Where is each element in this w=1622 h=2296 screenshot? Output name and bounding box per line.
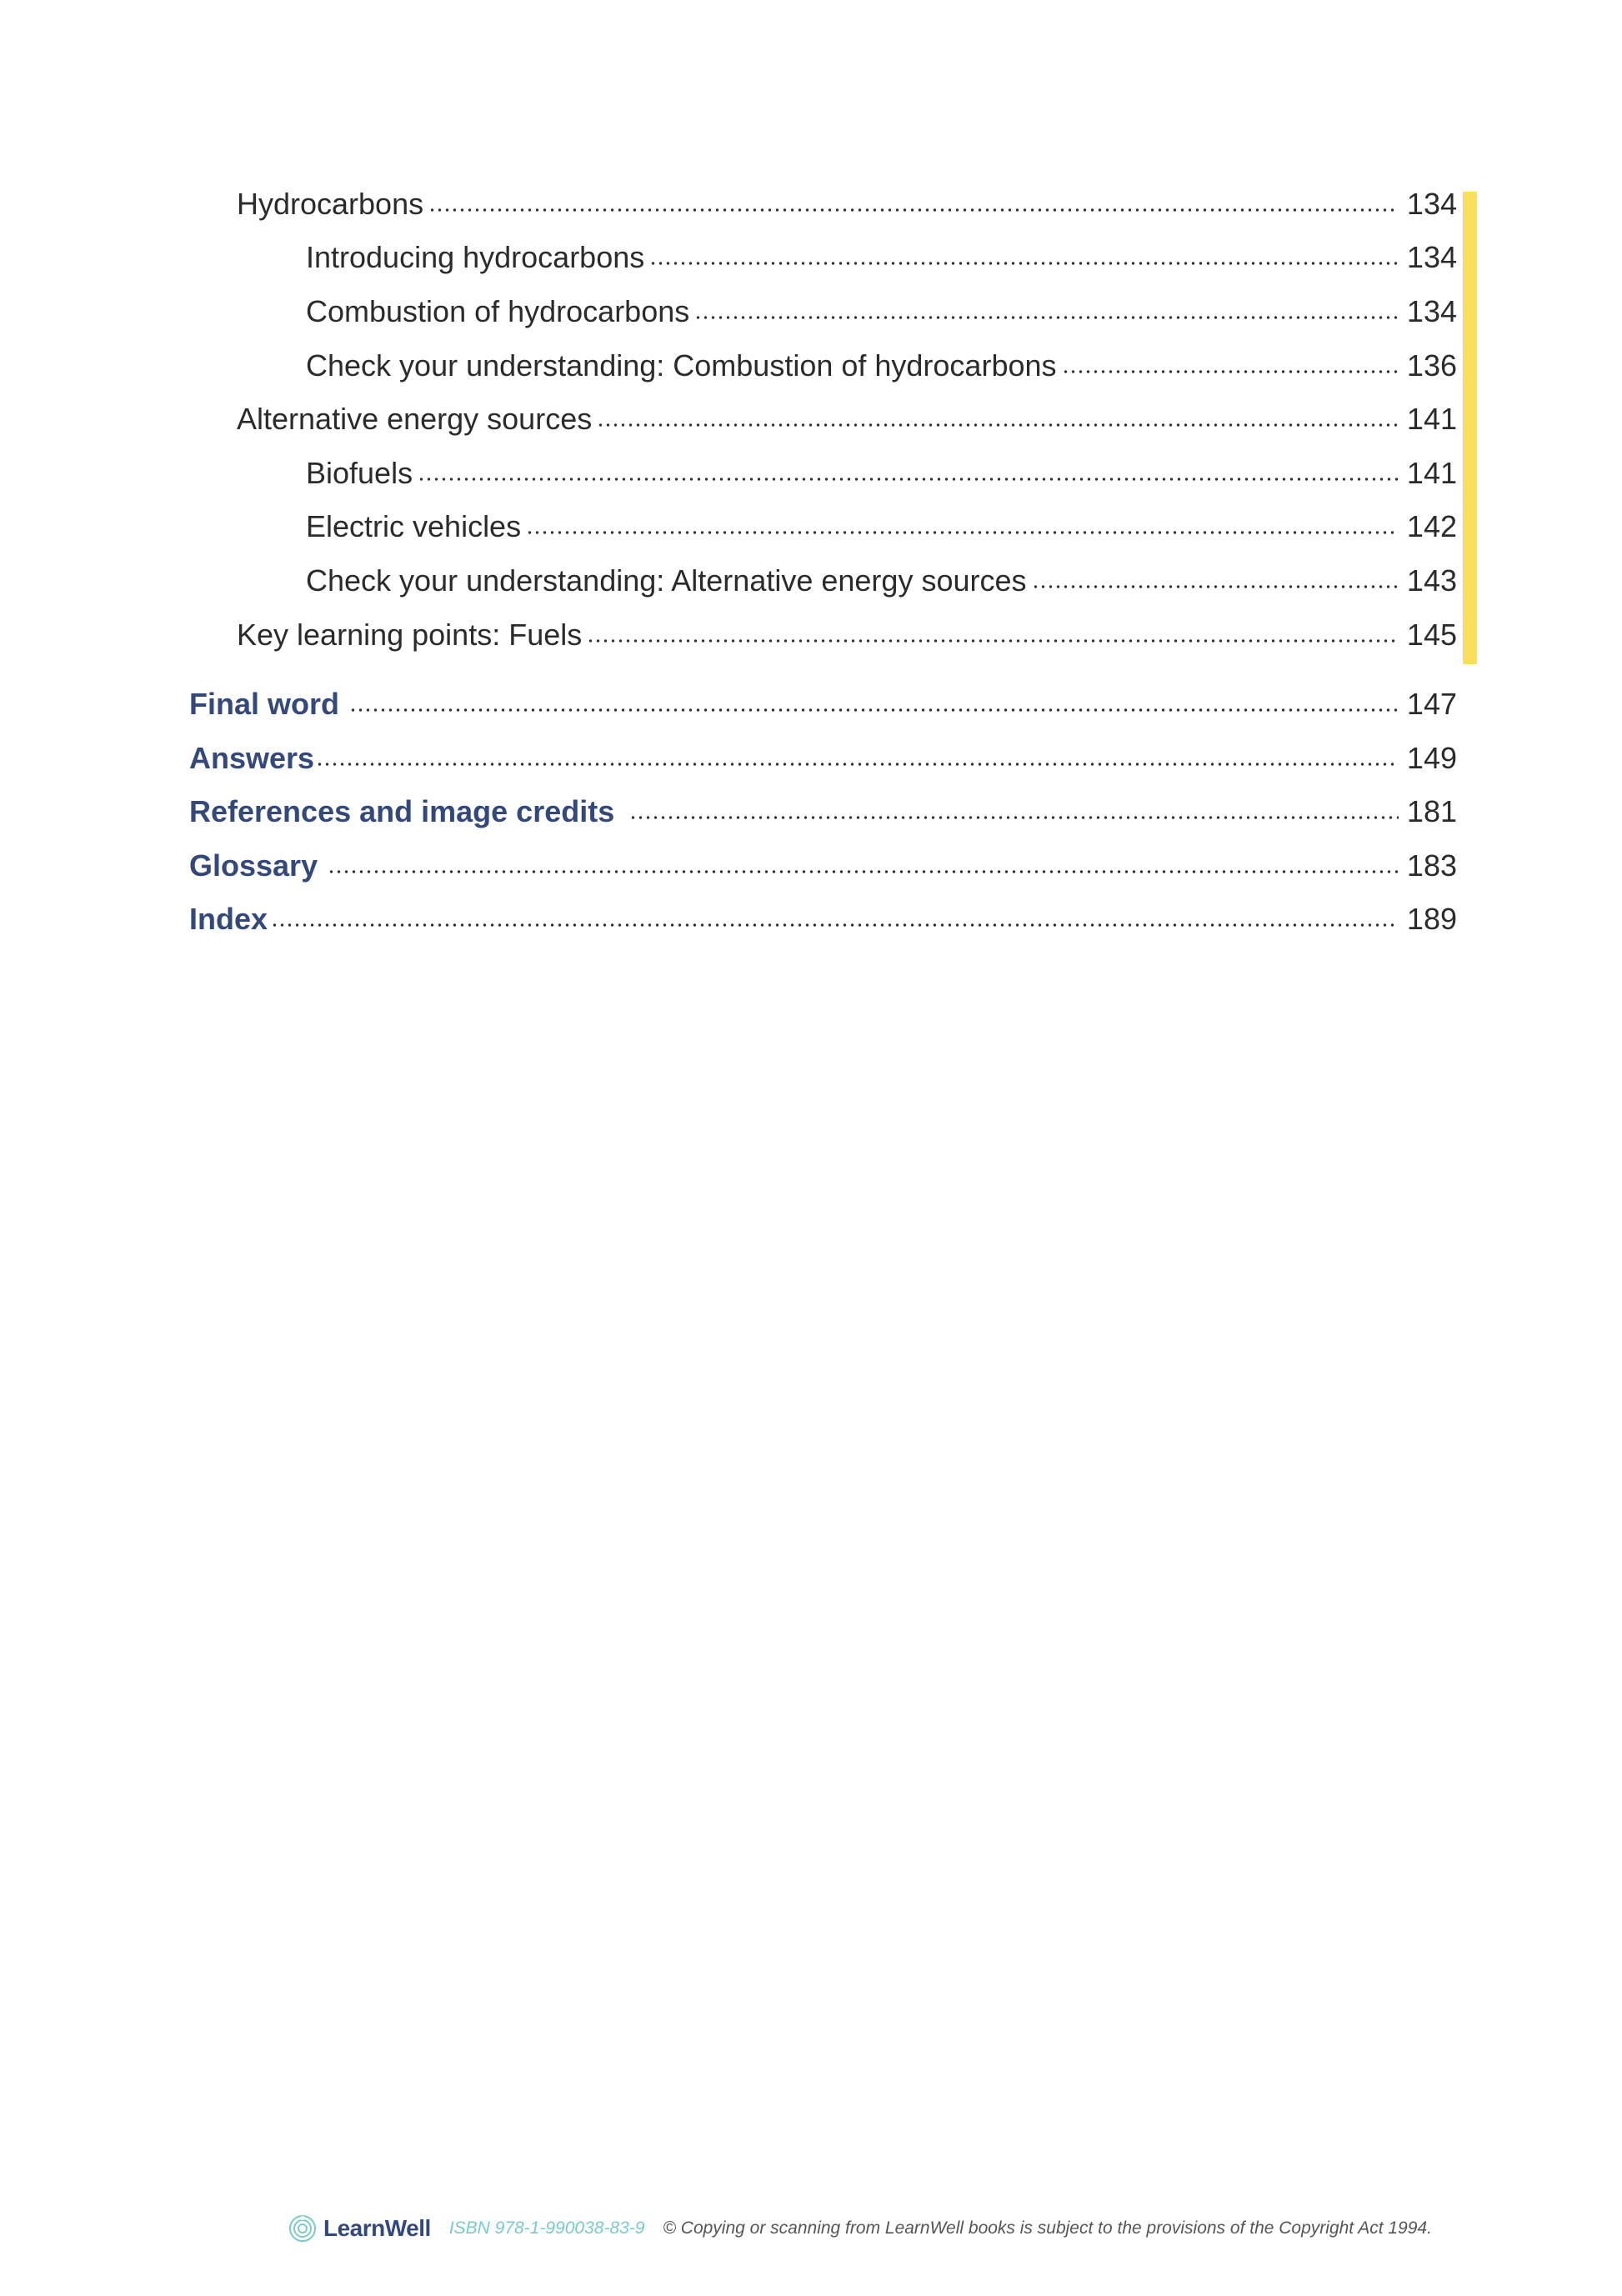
dot-leader <box>418 474 1399 484</box>
toc-entry-check-combustion[interactable] <box>306 345 1457 387</box>
toc-entry-references[interactable] <box>189 791 1457 833</box>
brand-name: LearnWell <box>323 2215 431 2241</box>
toc-entry-introducing-hydrocarbons[interactable] <box>306 237 1457 278</box>
toc-entry-hydrocarbons[interactable] <box>237 183 1457 225</box>
toc-entry-title: References and image credits <box>189 794 615 828</box>
toc-entry-title: Final word <box>189 687 339 721</box>
spiral-icon <box>288 2214 317 2243</box>
dot-leader <box>526 528 1399 538</box>
toc-entry-title: Hydrocarbons <box>237 187 424 221</box>
dot-leader <box>316 759 1399 769</box>
dot-leader <box>694 313 1399 323</box>
dot-leader <box>629 813 1399 823</box>
toc-entry-title: Biofuels <box>306 456 413 490</box>
dot-leader <box>587 636 1399 646</box>
toc-entry-page: 183 <box>1406 848 1457 883</box>
toc-entry-page: 149 <box>1406 741 1457 775</box>
toc-entry-page: 189 <box>1406 902 1457 936</box>
dot-leader <box>649 258 1399 268</box>
toc-entry-electric-vehicles[interactable] <box>306 506 1457 548</box>
toc-entry-page: 147 <box>1406 687 1457 721</box>
dot-leader <box>597 420 1399 430</box>
toc-entry-page: 134 <box>1406 240 1457 274</box>
toc-entry-answers[interactable] <box>189 738 1457 779</box>
toc-entry-alternative-energy-sources[interactable] <box>237 398 1457 440</box>
dot-leader <box>328 867 1399 877</box>
toc-entry-page: 181 <box>1406 794 1457 828</box>
toc-entry-combustion-of-hydrocarbons[interactable] <box>306 291 1457 333</box>
toc-entry-title: Alternative energy sources <box>237 402 593 436</box>
toc-entry-title: Glossary <box>189 848 318 883</box>
toc-entry-key-learning-points[interactable] <box>237 614 1457 656</box>
toc-entry-title: Introducing hydrocarbons <box>306 240 645 274</box>
section-marker-bar <box>1463 192 1477 664</box>
toc-entry-page: 142 <box>1406 509 1457 543</box>
toc-entry-title: Combustion of hydrocarbons <box>306 294 690 328</box>
toc-entry-glossary[interactable] <box>189 845 1457 887</box>
toc-entry-page: 134 <box>1406 294 1457 328</box>
toc-entry-title: Check your understanding: Combustion of hydrocarbons <box>306 348 1057 383</box>
dot-leader <box>1032 582 1399 592</box>
toc-entry-check-alternative[interactable] <box>306 560 1457 602</box>
toc-entry-title: Key learning points: Fuels <box>237 618 583 652</box>
isbn-text: ISBN 978-1-990038-83-9 <box>448 2218 645 2238</box>
toc-entry-page: 136 <box>1406 348 1457 383</box>
toc-entry-title: Electric vehicles <box>306 509 522 543</box>
copyright-notice: © Copying or scanning from LearnWell books is subject to the provisions of the Copyright Act 1994. <box>663 2218 1432 2238</box>
toc-entry-page: 141 <box>1406 402 1457 436</box>
toc-entry-title: Index <box>189 902 268 936</box>
toc-entry-page: 134 <box>1406 187 1457 221</box>
toc-entry-page: 143 <box>1406 563 1457 598</box>
toc-entry-title: Check your understanding: Alternative energy sources <box>306 563 1027 598</box>
dot-leader <box>349 705 1399 715</box>
toc-entry-page: 145 <box>1406 618 1457 652</box>
toc-entry-page: 141 <box>1406 456 1457 490</box>
toc-entry-final-word[interactable] <box>189 683 1457 725</box>
toc-entry-biofuels[interactable] <box>306 453 1457 494</box>
dot-leader <box>271 920 1399 930</box>
toc-entry-index[interactable] <box>189 898 1457 940</box>
dot-leader <box>1062 367 1399 377</box>
dot-leader <box>428 205 1399 215</box>
learnwell-logo <box>288 2214 431 2243</box>
toc-entry-title: Answers <box>189 741 315 775</box>
page-footer <box>288 2210 1455 2247</box>
